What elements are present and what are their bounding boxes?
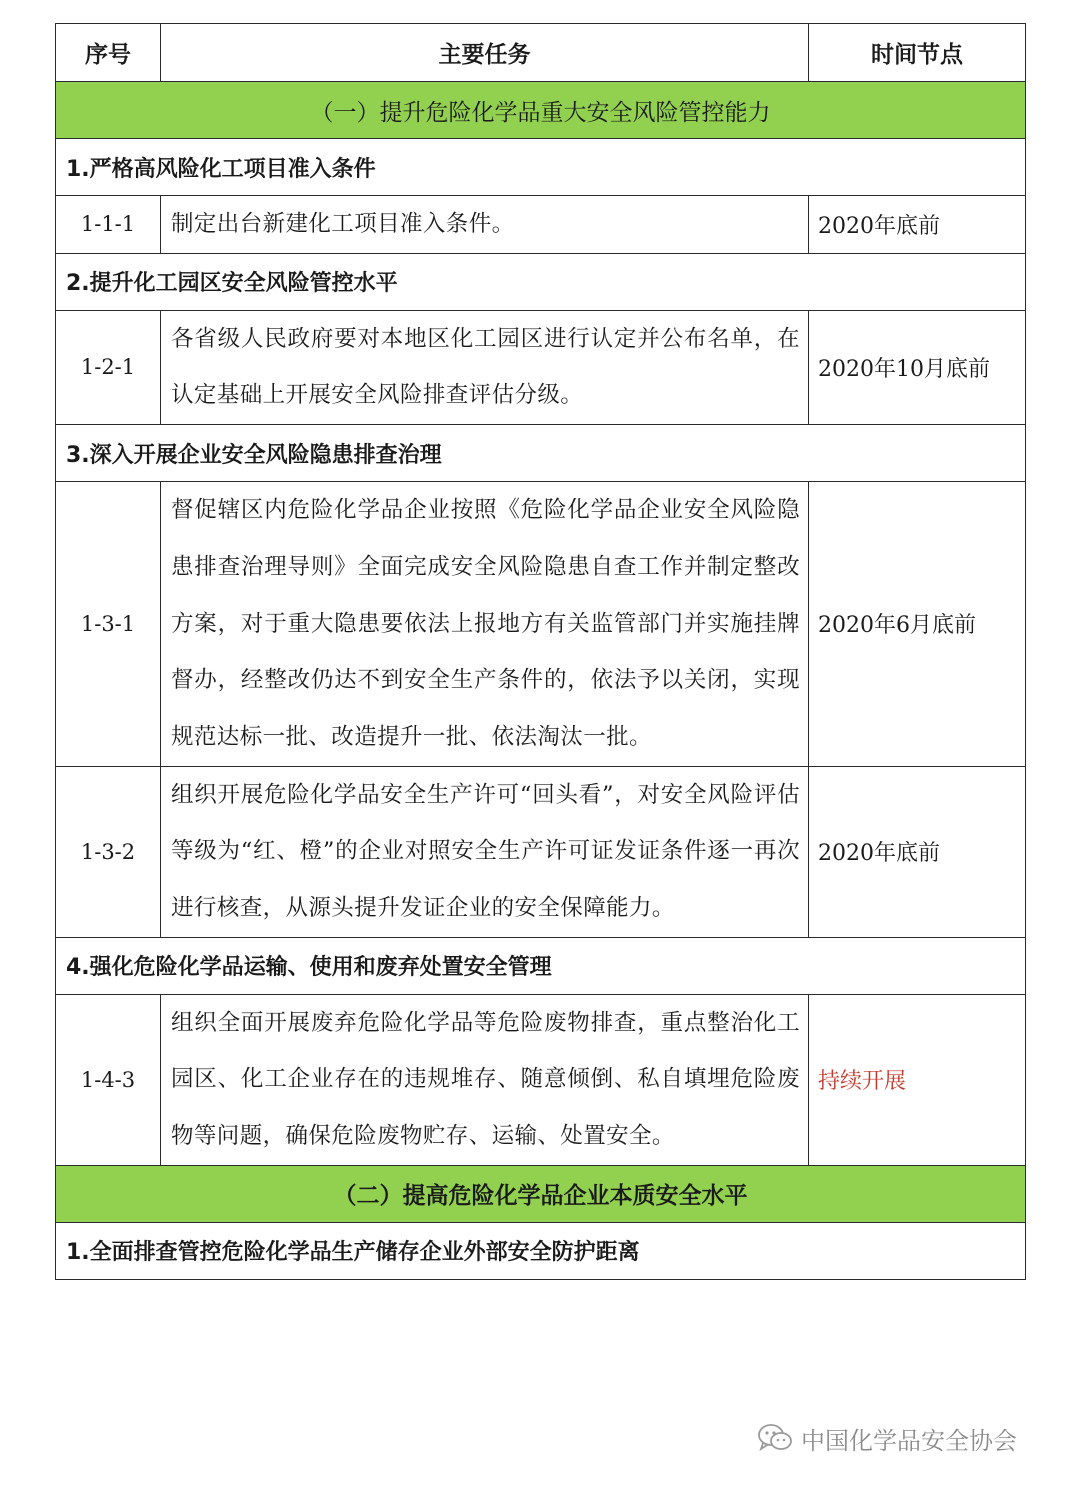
section-row [56, 82, 1026, 139]
header-task: 主要任务 [161, 24, 809, 82]
subsection-title: 1.全面排查管控危险化学品生产储存企业外部安全防护距离 [56, 1222, 1026, 1279]
item-number: 1-1-1 [56, 196, 161, 254]
item-deadline: 2020年6月底前 [809, 482, 1026, 767]
subsection-title: 1.严格高风险化工项目准入条件 [56, 139, 1026, 196]
subsection-title: 2.提升化工园区安全风险管控水平 [56, 253, 1026, 310]
item-task: 各省级人民政府要对本地区化工园区进行认定并公布名单，在认定基础上开展安全风险排查评估分级。 [161, 310, 809, 424]
section-title: （一）提升危险化学品重大安全风险管控能力 [56, 82, 1026, 139]
subsection-row [56, 937, 1026, 994]
item-deadline: 持续开展 [809, 994, 1026, 1165]
item-task: 组织开展危险化学品安全生产许可“回头看”，对安全风险评估等级为“红、橙”的企业对照安全生产许可证发证条件逐一再次进行核查，从源头提升发证企业的安全保障能力。 [161, 766, 809, 937]
section-row [56, 1165, 1026, 1222]
table-row [56, 310, 1026, 424]
table-row [56, 482, 1026, 767]
item-task: 制定出台新建化工项目准入条件。 [161, 196, 809, 254]
subsection-row [56, 139, 1026, 196]
item-number: 1-4-3 [56, 994, 161, 1165]
table-row [56, 196, 1026, 254]
item-deadline: 2020年底前 [809, 766, 1026, 937]
item-task: 督促辖区内危险化学品企业按照《危险化学品企业安全风险隐患排查治理导则》全面完成安全风险隐患自查工作并制定整改方案，对于重大隐患要依法上报地方有关监管部门并实施挂牌督办，经整改仍达不到安全生产条件的，依法予以关闭，实现规范达标一批、改造提升一批、依法淘汰一批。 [161, 482, 809, 767]
subsection-title: 4.强化危险化学品运输、使用和废弃处置安全管理 [56, 937, 1026, 994]
subsection-row [56, 425, 1026, 482]
wechat-icon [757, 1423, 793, 1453]
header-no: 序号 [56, 24, 161, 82]
header-row [56, 24, 1026, 82]
item-number: 1-3-1 [56, 482, 161, 767]
section-title: （二）提高危险化学品企业本质安全水平 [56, 1165, 1026, 1222]
item-deadline: 2020年底前 [809, 196, 1026, 254]
item-deadline: 2020年10月底前 [809, 310, 1026, 424]
subsection-row [56, 1222, 1026, 1279]
watermark-text: 中国化学品安全协会 [801, 1426, 1017, 1455]
table-row [56, 994, 1026, 1165]
header-time: 时间节点 [809, 24, 1026, 82]
subsection-title: 3.深入开展企业安全风险隐患排查治理 [56, 425, 1026, 482]
watermark [757, 1420, 1017, 1456]
item-number: 1-3-2 [56, 766, 161, 937]
task-table [55, 23, 1026, 1280]
table-row [56, 766, 1026, 937]
item-number: 1-2-1 [56, 310, 161, 424]
item-task: 组织全面开展废弃危险化学品等危险废物排查，重点整治化工园区、化工企业存在的违规堆存、随意倾倒、私自填埋危险废物等问题，确保危险废物贮存、运输、处置安全。 [161, 994, 809, 1165]
subsection-row [56, 253, 1026, 310]
